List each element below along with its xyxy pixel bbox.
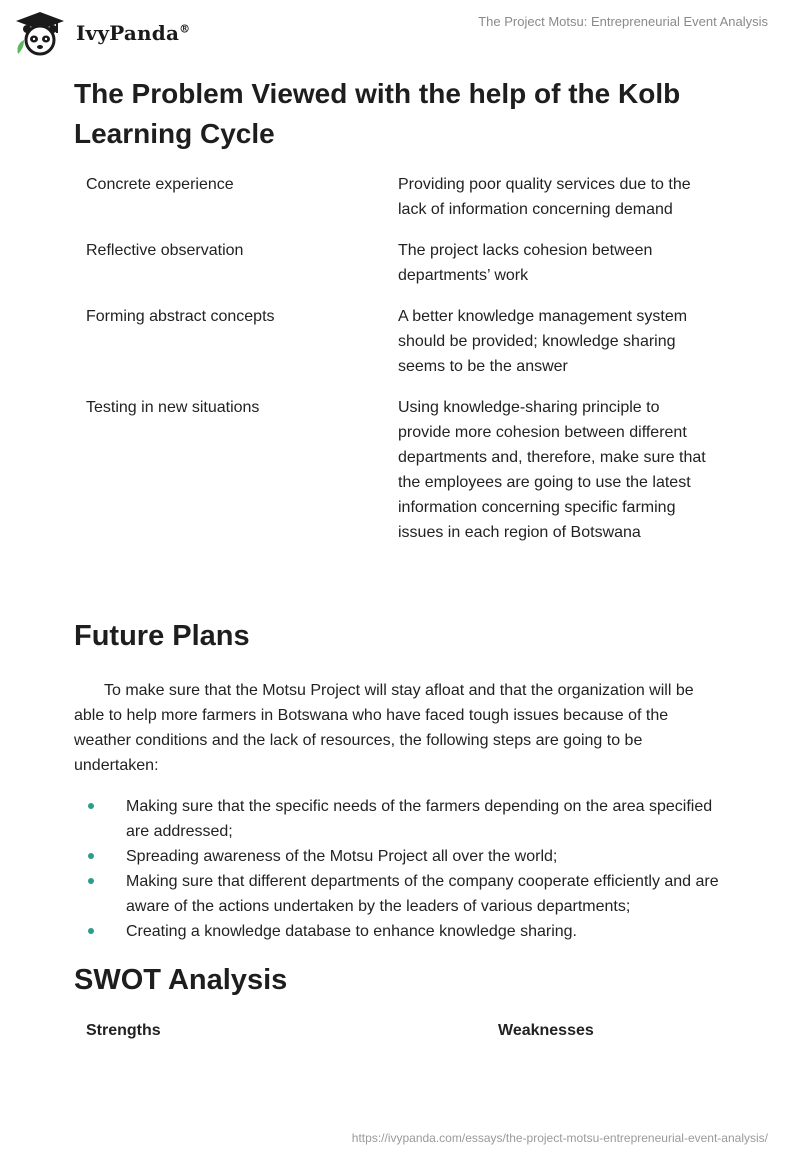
future-plans-list — [74, 794, 734, 944]
kolb-description-cell: Using knowledge-sharing principle to provide more cohesion between different departments and, therefore, make sure that the employees are going to use the latest information concerning specific farming issues in each region of Botswana — [398, 399, 706, 541]
list-item — [74, 794, 734, 844]
swot-strengths-label: Strengths — [86, 1022, 161, 1039]
bullet-dot-icon — [88, 928, 94, 934]
list-item — [74, 844, 734, 869]
ivypanda-logo[interactable] — [14, 10, 190, 56]
list-item-text: Creating a knowledge database to enhance knowledge sharing. — [126, 923, 577, 940]
kolb-table — [74, 172, 734, 561]
panda-graduation-cap-icon — [14, 10, 66, 56]
list-item — [74, 869, 734, 919]
future-plans-heading: Future Plans — [74, 620, 250, 652]
bullet-dot-icon — [88, 853, 94, 859]
kolb-stage-cell: Reflective observation — [86, 242, 244, 259]
kolb-stage-cell: Forming abstract concepts — [86, 308, 275, 325]
source-url-link[interactable]: https://ivypanda.com/essays/the-project-motsu-entrepreneurial-event-analysis/ — [351, 1131, 768, 1145]
page-header — [0, 0, 800, 60]
kolb-heading: The Problem Viewed with the help of the Kolb Learning Cycle — [74, 78, 681, 149]
swot-weaknesses-label: Weaknesses — [498, 1022, 594, 1039]
document-title: The Project Motsu: Entrepreneurial Event Analysis — [478, 14, 768, 29]
bullet-dot-icon — [88, 803, 94, 809]
list-item-text: Spreading awareness of the Motsu Project all over the world; — [126, 848, 558, 865]
kolb-stage-cell: Concrete experience — [86, 176, 234, 193]
table-row — [74, 238, 734, 288]
table-row — [74, 304, 734, 379]
kolb-description-cell: Providing poor quality services due to the lack of information concerning demand — [398, 176, 691, 218]
list-item-text: Making sure that different departments of the company cooperate efficiently and are aware of the actions undertaken by the leaders of various departments; — [126, 873, 719, 915]
logo-wordmark: IvyPanda® — [76, 21, 191, 45]
list-item-text: Making sure that the specific needs of the farmers depending on the area specified are addressed; — [126, 798, 713, 840]
table-row — [74, 395, 734, 545]
kolb-description-cell: A better knowledge management system should be provided; knowledge sharing seems to be the answer — [398, 308, 688, 375]
swot-heading: SWOT Analysis — [74, 964, 288, 996]
table-row — [74, 172, 734, 222]
bullet-dot-icon — [88, 878, 94, 884]
list-item — [74, 919, 734, 944]
kolb-stage-cell: Testing in new situations — [86, 399, 260, 416]
kolb-description-cell: The project lacks cohesion between departments’ work — [398, 242, 653, 284]
future-plans-paragraph: To make sure that the Motsu Project will stay afloat and that the organization will be able to help more farmers in Botswana who have faced tough issues because of the weather conditions and the lack of resources, the following steps are going to be undertaken: — [74, 682, 694, 774]
